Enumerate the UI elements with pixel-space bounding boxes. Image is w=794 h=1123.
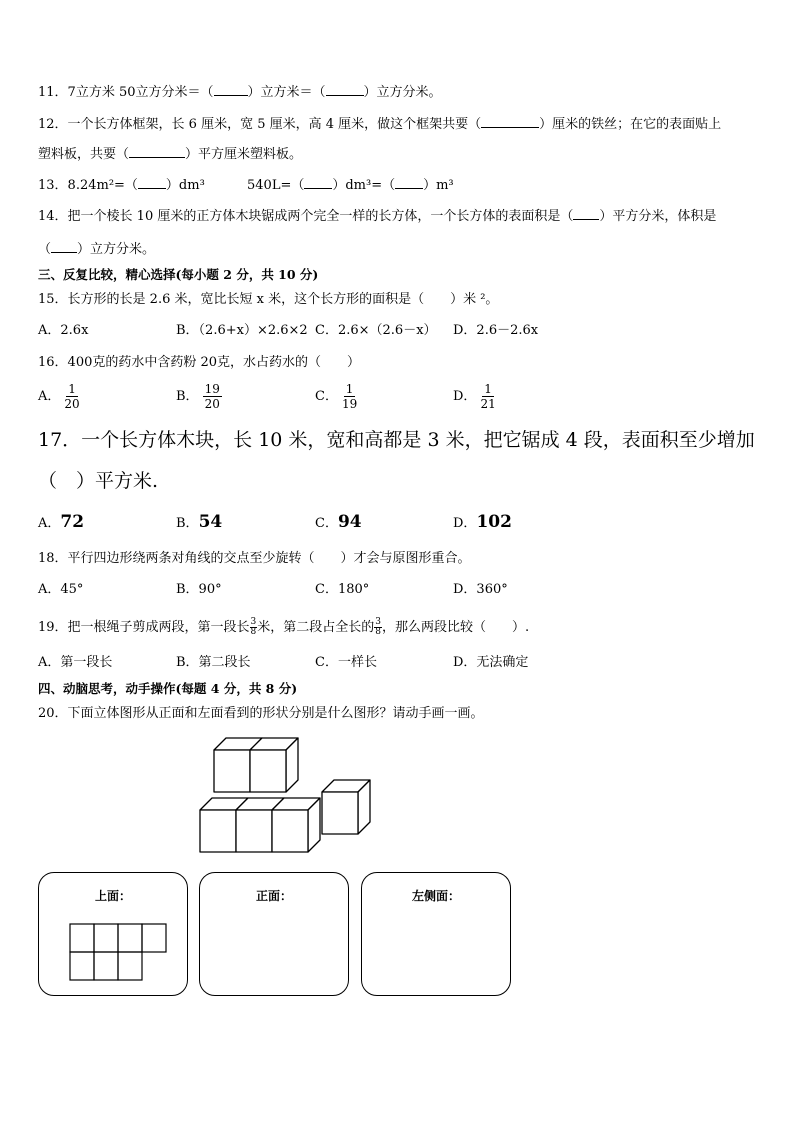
cube-face: [250, 750, 286, 792]
front-view-box: [199, 872, 349, 996]
question-14: 14．把一个棱长 10 厘米的正方体木块锯成两个完全一样的长方体，一个长方体的表面积是（ ）平方分米，体积是: [38, 209, 717, 224]
cube-face: [322, 792, 358, 834]
question-11: 11．7立方米 50立方分米＝（ ）立方米＝（ ）立方分米。: [38, 85, 442, 100]
question-19: 19．把一根绳子剪成两段，第一段长 $\frac{3}{8}$ 米，第二段占全长的 $\frac{3}{8}$ ，那么两段比较（ ）.: [38, 617, 530, 637]
option-d: D． $\frac{1}{21}$: [453, 382, 496, 411]
section-3-heading: 三、反复比较，精心选择(每小题 2 分，共 10 分): [38, 267, 319, 282]
cube-figure: [190, 730, 390, 860]
section-4-heading: 四、动脑思考，动手操作(每题 4 分，共 8 分): [38, 681, 298, 696]
option-a: A．45°: [38, 582, 84, 597]
answer-blank: [129, 145, 185, 158]
question-16: 16．400克的药水中含药粉 20克，水占药水的（ ）: [38, 355, 361, 370]
left-view-box: [361, 872, 511, 996]
cube-face: [200, 810, 236, 852]
fraction: $\frac{1}{21}$: [480, 382, 496, 411]
option-b: B．54: [176, 512, 223, 532]
option-b: B． $\frac{19}{20}$: [176, 382, 220, 411]
option-a: A． $\frac{1}{20}$: [38, 382, 80, 411]
top-view-grid: [69, 923, 169, 983]
fraction: $\frac{19}{20}$: [204, 382, 220, 411]
answer-blank: [51, 240, 77, 253]
option-c: C． $\frac{1}{19}$: [315, 382, 358, 411]
option-a: A．72: [38, 512, 85, 532]
question-17-cont: （ ）平方米.: [38, 470, 159, 492]
cube-face: [236, 810, 272, 852]
answer-blank: [214, 83, 248, 96]
answer-blank: [138, 176, 166, 189]
option-c: C．2.6×（2.6－x）: [315, 323, 437, 338]
grid-cell: [70, 952, 94, 980]
option-d: D．无法确定: [453, 655, 529, 670]
answer-blank: [395, 176, 423, 189]
option-b: B．90°: [176, 582, 222, 597]
option-b: B．（2.6+x）×2.6×2: [176, 323, 308, 338]
question-13: 13．8.24m²=（ ）dm³: [38, 178, 205, 193]
top-view-box: [38, 872, 188, 996]
cube-face: [214, 750, 250, 792]
cube-face: [272, 810, 308, 852]
question-18: 18．平行四边形绕两条对角线的交点至少旋转（ ）才会与原图形重合。: [38, 551, 471, 566]
fraction: $\frac{3}{8}$: [375, 617, 382, 637]
answer-blank: [304, 176, 332, 189]
option-d: D．2.6－2.6x: [453, 323, 539, 338]
option-c: C．一样长: [315, 655, 377, 670]
question-14-cont: （ ）立方分米。: [38, 242, 156, 257]
left-view-label: 左侧面：: [411, 889, 460, 903]
fraction: $\frac{1}{19}$: [341, 382, 358, 411]
option-a: A．2.6x: [38, 323, 89, 338]
top-view-label: 上面：: [94, 889, 131, 903]
option-c: C．94: [315, 512, 362, 532]
option-c: C．180°: [315, 582, 370, 597]
option-d: D．102: [453, 512, 512, 532]
question-12: 12．一个长方体框架，长 6 厘米，宽 5 厘米，高 4 厘米，做这个框架共要（ ）厘米的铁丝；在它的表面贴上: [38, 117, 722, 132]
answer-blank: [326, 83, 364, 96]
grid-cell: [118, 952, 142, 980]
question-15: 15．长方形的长是 2.6 米，宽比长短 x 米，这个长方形的面积是（ ）米 ²。: [38, 292, 499, 307]
grid-cell: [118, 924, 142, 952]
grid-cell: [94, 952, 118, 980]
question-20: 20．下面立体图形从正面和左面看到的形状分别是什么图形？请动手画一画。: [38, 706, 484, 721]
grid-cell: [70, 924, 94, 952]
question-17: 17．一个长方体木块，长 10 米，宽和高都是 3 米，把它锯成 4 段，表面积至少增加: [38, 429, 755, 451]
question-13-part2: 540L=（ ）dm³=（ ）m³: [247, 178, 454, 193]
grid-cell: [142, 924, 166, 952]
fraction: $\frac{3}{8}$: [250, 617, 257, 637]
fraction: $\frac{1}{20}$: [64, 382, 80, 411]
option-a: A．第一段长: [38, 655, 113, 670]
question-12-cont: 塑料板，共要（ ）平方厘米塑料板。: [38, 147, 303, 162]
option-b: B．第二段长: [176, 655, 251, 670]
grid-cell: [94, 924, 118, 952]
answer-blank: [573, 207, 599, 220]
answer-blank: [481, 115, 539, 128]
option-d: D．360°: [453, 582, 508, 597]
front-view-label: 正面：: [255, 889, 292, 903]
